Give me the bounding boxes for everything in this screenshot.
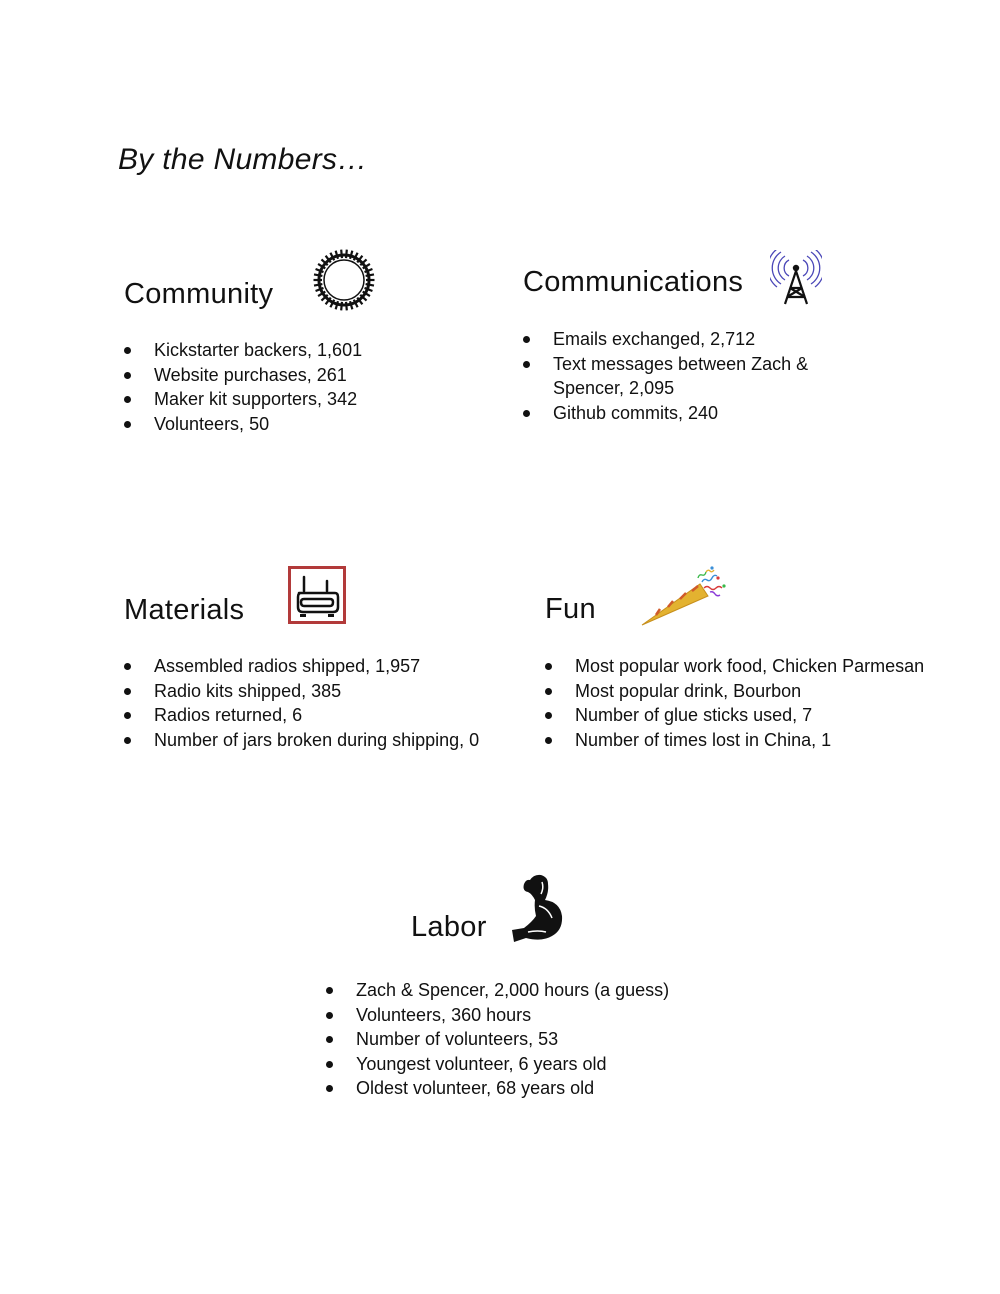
list-item: Zach & Spencer, 2,000 hours (a guess) bbox=[326, 978, 726, 1003]
fun-list bbox=[545, 654, 945, 752]
list-item: Github commits, 240 bbox=[523, 401, 883, 426]
list-item: Emails exchanged, 2,712 bbox=[523, 327, 883, 352]
list-item: Number of times lost in China, 1 bbox=[545, 728, 945, 753]
list-item: Number of glue sticks used, 7 bbox=[545, 703, 945, 728]
list-item: Maker kit supporters, 342 bbox=[124, 387, 454, 412]
community-list bbox=[124, 338, 454, 436]
labor-list bbox=[326, 978, 726, 1101]
materials-list bbox=[124, 654, 504, 752]
party-popper-icon bbox=[638, 562, 728, 628]
gear-ring-icon bbox=[312, 248, 376, 312]
list-item: Volunteers, 50 bbox=[124, 412, 454, 437]
list-item: Website purchases, 261 bbox=[124, 363, 454, 388]
fun-heading: Fun bbox=[545, 593, 596, 625]
list-item: Kickstarter backers, 1,601 bbox=[124, 338, 454, 363]
list-item: Number of jars broken during shipping, 0 bbox=[124, 728, 504, 753]
labor-heading: Labor bbox=[411, 911, 487, 943]
list-item: Text messages between Zach & Spencer, 2,095 bbox=[523, 352, 883, 401]
list-item: Youngest volunteer, 6 years old bbox=[326, 1052, 726, 1077]
list-item: Radio kits shipped, 385 bbox=[124, 679, 504, 704]
list-item: Number of volunteers, 53 bbox=[326, 1027, 726, 1052]
communications-heading: Communications bbox=[523, 266, 744, 298]
radio-device-icon bbox=[288, 566, 346, 624]
page-title: By the Numbers… bbox=[118, 143, 368, 176]
communications-list bbox=[523, 327, 883, 425]
radio-tower-icon bbox=[770, 250, 822, 306]
list-item: Most popular drink, Bourbon bbox=[545, 679, 945, 704]
list-item: Radios returned, 6 bbox=[124, 703, 504, 728]
list-item: Oldest volunteer, 68 years old bbox=[326, 1076, 726, 1101]
list-item: Volunteers, 360 hours bbox=[326, 1003, 726, 1028]
community-heading: Community bbox=[124, 278, 274, 310]
materials-heading: Materials bbox=[124, 594, 245, 626]
list-item: Most popular work food, Chicken Parmesan bbox=[545, 654, 945, 679]
list-item: Assembled radios shipped, 1,957 bbox=[124, 654, 504, 679]
flexed-arm-icon bbox=[508, 872, 564, 944]
